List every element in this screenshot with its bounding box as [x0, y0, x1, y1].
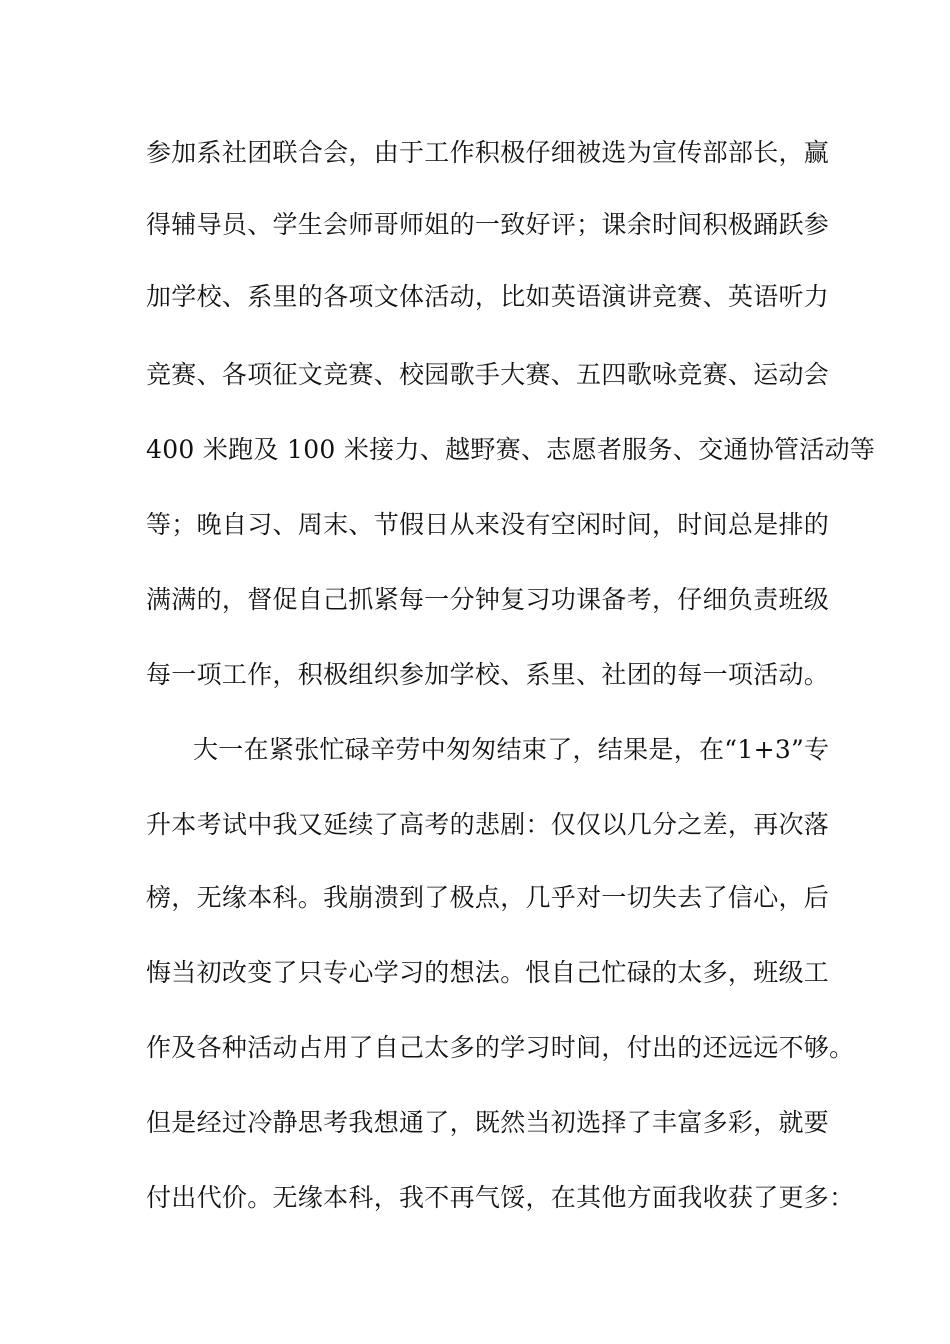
text-line: 榜，无缘本科。我崩溃到了极点，几乎对一切失去了信心，后 — [146, 883, 830, 912]
text-line: 参加系社团联合会，由于工作积极仔细被选为宣传部部长，赢 — [146, 138, 830, 167]
text-line: 每一项工作，积极组织参加学校、系里、社团的每一项活动。 — [146, 660, 830, 689]
text-line: 但是经过冷静思考我想通了，既然当初选择了丰富多彩，就要 — [146, 1108, 830, 1137]
text-line: 400 米跑及 100 米接力、越野赛、志愿者服务、交通协管活动等 — [146, 435, 876, 464]
text-line: 升本考试中我又延续了高考的悲剧：仅仅以几分之差，再次落 — [146, 810, 830, 839]
text-line: 作及各种活动占用了自己太多的学习时间，付出的还远远不够。 — [146, 1033, 855, 1062]
text-line: 竞赛、各项征文竞赛、校园歌手大赛、五四歌咏竞赛、运动会 — [146, 360, 830, 389]
text-line: 加学校、系里的各项文体活动，比如英语演讲竞赛、英语听力 — [146, 282, 830, 311]
text-line: 悔当初改变了只专心学习的想法。恨自己忙碌的太多，班级工 — [146, 958, 830, 987]
text-line: 付出代价。无缘本科，我不再气馁，在其他方面我收获了更多： — [146, 1183, 855, 1212]
text-line: 满满的，督促自己抓紧每一分钟复习功课备考，仔细负责班级 — [146, 585, 830, 614]
text-line: 得辅导员、学生会师哥师姐的一致好评；课余时间积极踊跃参 — [146, 210, 830, 239]
text-line: 等；晚自习、周末、节假日从来没有空闲时间，时间总是排的 — [146, 510, 830, 539]
paragraph-first-line: 大一在紧张忙碌辛劳中匆匆结束了，结果是，在“1+3”专 — [193, 735, 830, 764]
